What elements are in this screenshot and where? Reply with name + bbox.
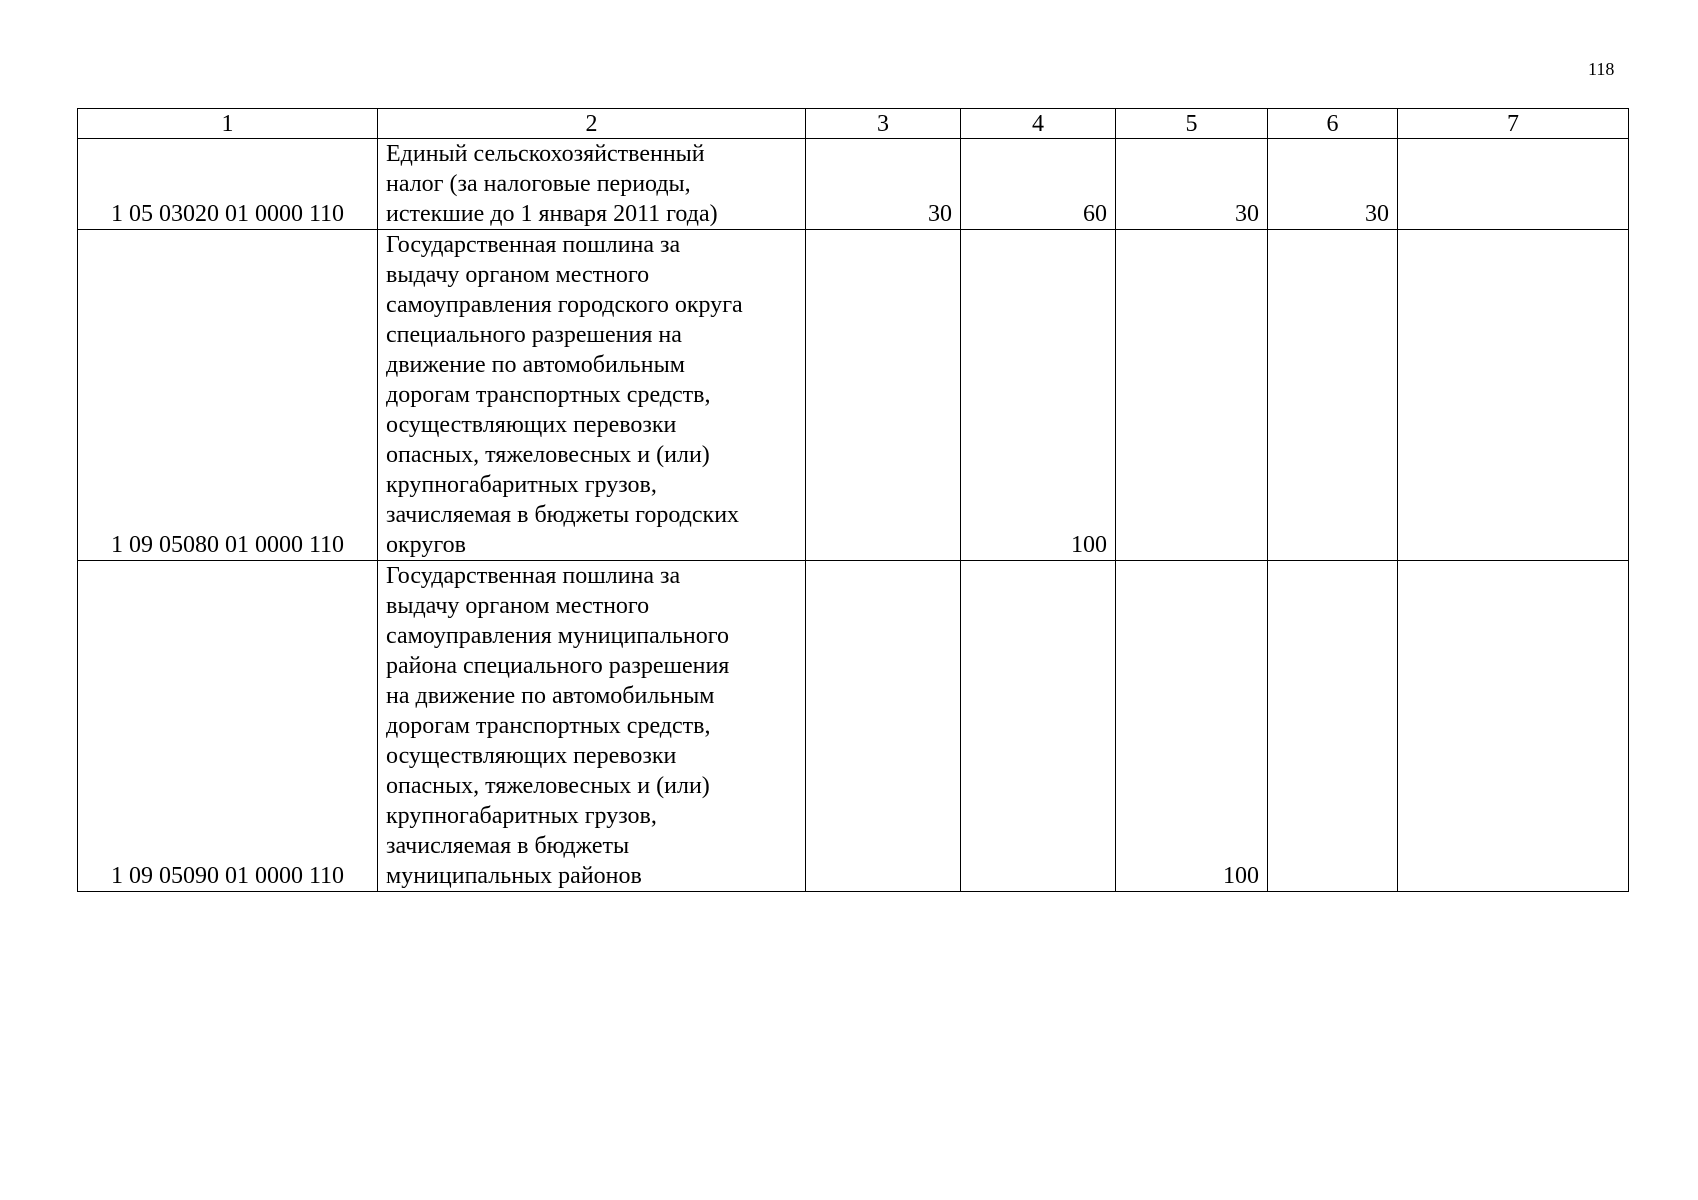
budget-code-cell: 1 09 05080 01 0000 110 [78, 230, 378, 561]
value-cell-col3 [806, 230, 961, 561]
income-name-line: движение по автомобильным [386, 352, 685, 378]
value-cell-col5: 30 [1116, 139, 1268, 230]
column-header: 3 [806, 109, 961, 139]
value-cell-col7 [1398, 561, 1629, 892]
value-cell-col6 [1268, 230, 1398, 561]
income-name-line: зачисляемая в бюджеты [386, 833, 630, 859]
income-name-line: Государственная пошлина за [386, 232, 681, 258]
value-cell-col6: 30 [1268, 139, 1398, 230]
income-name-line: опасных, тяжеловесных и (или) [386, 773, 710, 799]
income-name-line: осуществляющих перевозки [386, 412, 677, 438]
column-header: 5 [1116, 109, 1268, 139]
value-cell-col4: 60 [961, 139, 1116, 230]
income-name-line: налог (за налоговые периоды, [386, 171, 691, 197]
table-row [78, 230, 1629, 561]
value-cell-col5 [1116, 230, 1268, 561]
income-name-line: на движение по автомобильным [386, 683, 715, 709]
column-header: 4 [961, 109, 1116, 139]
income-name-line: дорогам транспортных средств, [386, 713, 711, 739]
column-header: 6 [1268, 109, 1398, 139]
value-cell-col7 [1398, 139, 1629, 230]
column-header: 1 [78, 109, 378, 139]
income-name-line: Единый сельскохозяйственный [386, 141, 705, 167]
value-cell-col3: 30 [806, 139, 961, 230]
column-header: 2 [378, 109, 806, 139]
value-cell-col4 [961, 561, 1116, 892]
table-row [78, 139, 1629, 230]
income-name-line: муниципальных районов [386, 863, 642, 889]
column-number-row [78, 109, 1629, 139]
value-cell-col7 [1398, 230, 1629, 561]
income-name-line: Государственная пошлина за [386, 563, 681, 589]
income-name-line: округов [386, 532, 466, 558]
table-row [78, 561, 1629, 892]
income-name-line: опасных, тяжеловесных и (или) [386, 442, 710, 468]
income-name-line: специального разрешения на [386, 322, 682, 348]
income-name-line: выдачу органом местного [386, 593, 650, 619]
value-cell-col3 [806, 561, 961, 892]
income-name-line: выдачу органом местного [386, 262, 650, 288]
budget-code-cell: 1 05 03020 01 0000 110 [78, 139, 378, 230]
income-name-cell [378, 230, 806, 561]
income-name-line: самоуправления городского округа [386, 292, 743, 318]
income-name-line: района специального разрешения [386, 653, 730, 679]
budget-code-cell: 1 09 05090 01 0000 110 [78, 561, 378, 892]
column-header: 7 [1398, 109, 1629, 139]
income-name-line: осуществляющих перевозки [386, 743, 677, 769]
income-name-cell [378, 561, 806, 892]
income-name-cell [378, 139, 806, 230]
income-name-line: крупногабаритных грузов, [386, 472, 657, 498]
income-name-line: дорогам транспортных средств, [386, 382, 711, 408]
income-name-line: истекшие до 1 января 2011 года) [386, 201, 718, 227]
income-name-line: крупногабаритных грузов, [386, 803, 657, 829]
budget-table [77, 108, 1629, 892]
value-cell-col6 [1268, 561, 1398, 892]
income-name-line: самоуправления муниципального [386, 623, 730, 649]
income-name-line: зачисляемая в бюджеты городских [386, 502, 740, 528]
value-cell-col5: 100 [1116, 561, 1268, 892]
value-cell-col4: 100 [961, 230, 1116, 561]
page-number: 118 [1588, 59, 1615, 79]
